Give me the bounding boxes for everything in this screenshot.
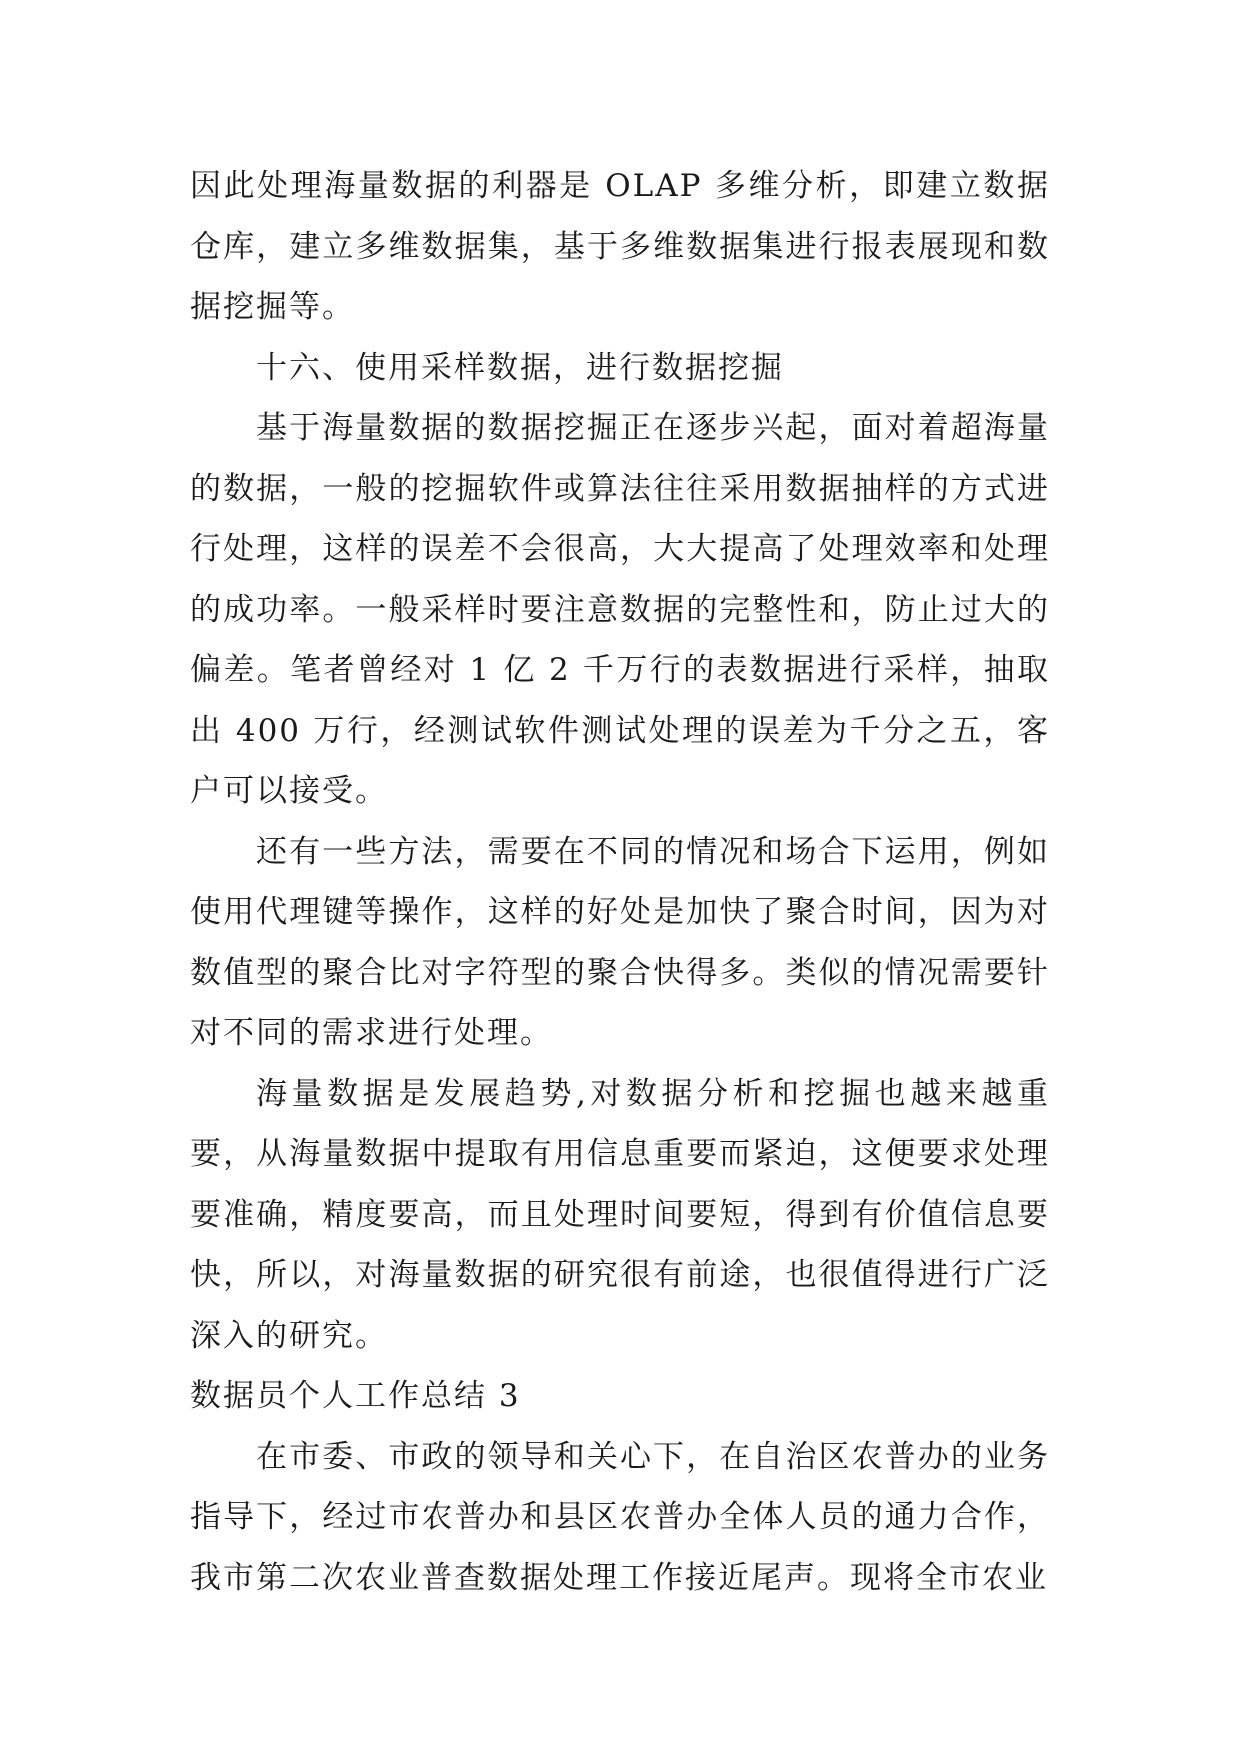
- paragraph-closing: 在市委、市政的领导和关心下，在自治区农普办的业务指导下，经过市农普办和县区农普办全体人员的通力合作，我市第二次农业普查数据处理工作接近尾声。现将全市农业: [190, 1438, 1050, 1596]
- paragraph-trend: 海量数据是发展趋势,对数据分析和挖掘也越来越重要，从海量数据中提取有用信息重要而紧迫，这便要求处理要准确，精度要高，而且处理时间要短，得到有价值信息要快，所以，对海量数据的研究很有前途，也很值得进行广泛深入的研究。: [190, 1075, 1050, 1354]
- document-body: [190, 156, 1050, 1608]
- paragraph-olap: 因此处理海量数据的利器是 OLAP 多维分析，即建立数据仓库，建立多维数据集，基于多维数据集进行报表展现和数据挖掘等。: [190, 168, 1050, 325]
- paragraph-sampling: 基于海量数据的数据挖掘正在逐步兴起，面对着超海量的数据，一般的挖掘软件或算法往往采用数据抽样的方式进行处理，这样的误差不会很高，大大提高了处理效率和处理的成功率。一般采样时要注意数据的完整性和，防止过大的偏差。笔者曾经对 1 亿 2 千万行的表数据进行采样，抽取出 400 万行，经测试软件测试处理的误差为千分之五，客户可以接受。: [190, 410, 1050, 809]
- section-heading-sampling: 十六、使用采样数据，进行数据挖掘: [256, 349, 784, 386]
- section-title: 数据员个人工作总结 3: [190, 1378, 521, 1414]
- paragraph-other-methods: 还有一些方法，需要在不同的情况和场合下运用，例如使用代理键等操作，这样的好处是加快了聚合时间，因为对数值型的聚合比对字符型的聚合快得多。类似的情况需要针对不同的需求进行处理。: [190, 833, 1050, 1051]
